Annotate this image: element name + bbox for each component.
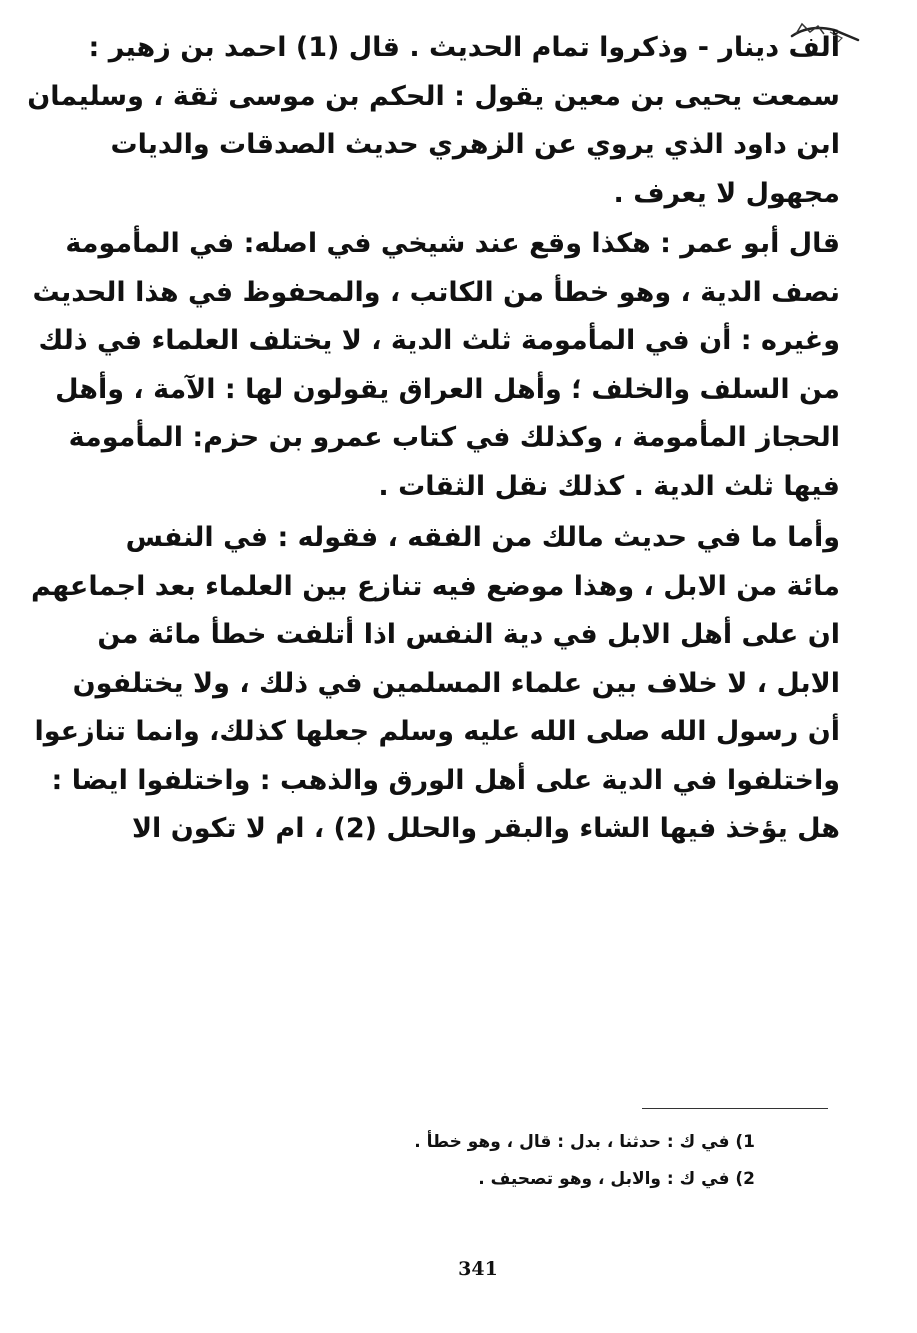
text-line: هل يؤخذ فيها الشاء والبقر والحلل (2) ، ام لا تكون الا: [131, 813, 840, 844]
text-line: الابل ، لا خلاف بين علماء المسلمين في ذلك ، ولا يختلفون: [72, 667, 840, 699]
text-line: ألف دينار - وذكروا تمام الحديث . قال (1) احمد بن زهير :: [88, 32, 840, 63]
text-line: مجهول لا يعرف .: [613, 177, 840, 209]
text-line: فيها ثلث الدية . كذلك نقل الثقات .: [378, 470, 840, 502]
text-line: قال أبو عمر : هكذا وقع عند شيخي في اصله: في المأمومة: [65, 228, 840, 259]
footnote-1: 1) في ك : حدثنا ، بدل : قال ، وهو خطأ .: [414, 1132, 755, 1152]
paragraph-3: [30, 514, 840, 854]
text-line: أن رسول الله صلى الله عليه وسلم جعلها كذلك، وانما تنازعوا: [34, 716, 840, 747]
text-line: ان على أهل الابل في دية النفس اذا أتلفت خطأ مائة من: [97, 619, 840, 650]
text-line: وغيره : أن في المأمومة ثلث الدية ، لا يختلف العلماء في ذلك: [38, 325, 840, 356]
text-line: مائة من الابل ، وهذا موضع فيه تنازع بين العلماء بعد اجماعهم: [30, 570, 840, 602]
text-line: من السلف والخلف ؛ وأهل العراق يقولون لها : الآمة ، وأهل: [55, 373, 840, 405]
text-line: وأما ما في حديث مالك من الفقه ، فقوله : في النفس: [125, 522, 840, 553]
paragraph-1: [27, 24, 840, 218]
footnote-divider: [642, 1108, 828, 1109]
text-line: واختلفوا في الدية على أهل الورق والذهب : واختلفوا ايضا :: [51, 764, 840, 796]
text-line: سمعت يحيى بن معين يقول : الحكم بن موسى ثقة ، وسليمان: [27, 80, 840, 112]
paragraph-2: [32, 220, 840, 511]
text-line: الحجاز المأمومة ، وكذلك في كتاب عمرو بن حزم: المأمومة: [68, 422, 840, 453]
text-line: نصف الدية ، وهو خطأ من الكاتب ، والمحفوظ في هذا الحديث: [32, 276, 840, 308]
footnote-2: 2) في ك : والابل ، وهو تصحيف .: [478, 1169, 755, 1189]
text-line: ابن داود الذي يروي عن الزهري حديث الصدقات والديات: [110, 129, 840, 160]
page-number: 341: [458, 1258, 498, 1280]
footnotes: [300, 1124, 755, 1198]
